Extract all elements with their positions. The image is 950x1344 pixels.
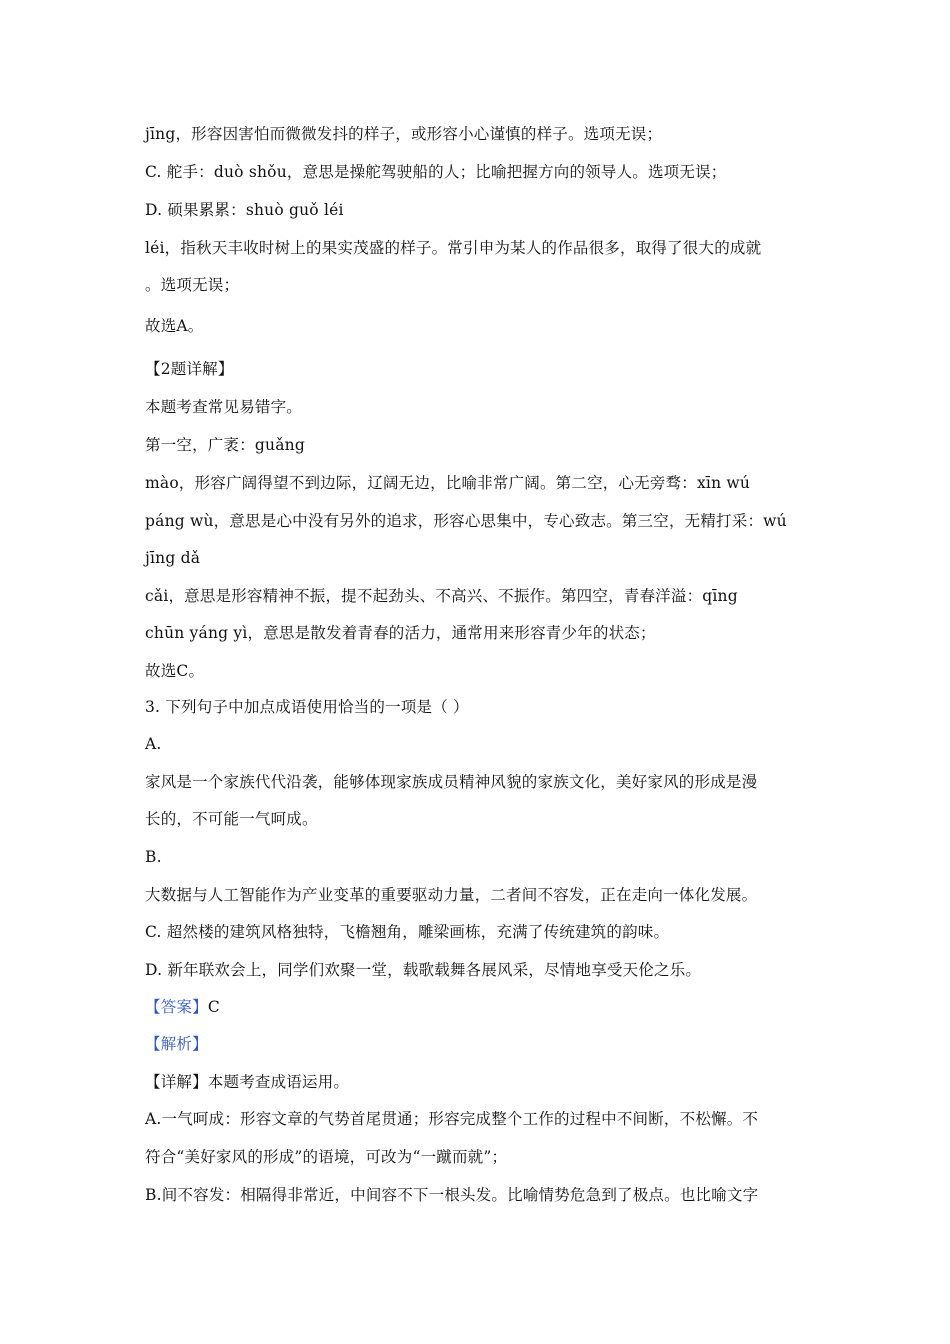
text-line: 本题考查常见易错字。 (145, 398, 303, 416)
answer-value: C (207, 998, 220, 1016)
option-text: 大数据与人工智能作为产业变革的重要驱动力量，二者间不容发，正在走向一体化发展。 (145, 886, 758, 904)
text-line: A.一气呵成：形容文章的气势首尾贯通；形容完成整个工作的过程中不间断，不松懈。不 (145, 1110, 759, 1128)
text-line: mào，形容广阔得望不到边际，辽阔无边，比喻非常广阔。第二空，心无旁骛：xīn wú (145, 474, 751, 492)
text-line: 【详解】本题考查成语运用。 (145, 1073, 350, 1091)
question-stem: 3. 下列句子中加点成语使用恰当的一项是（ ） (145, 698, 469, 716)
text-line: léi，指秋天丰收时树上的果实茂盛的样子。常引申为某人的作品很多，取得了很大的成就 (145, 239, 762, 257)
option-text: D. 新年联欢会上，同学们欢聚一堂，载歌载舞各展风采，尽情地享受天伦之乐。 (145, 961, 702, 979)
text-line: B.间不容发：相隔得非常近，中间容不下一根头发。比喻情势危急到了极点。也比喻文字 (145, 1186, 759, 1204)
text-line: 。选项无误； (145, 276, 240, 294)
text-line: jīng，形容因害怕而微微发抖的样子，或形容小心谨慎的样子。选项无误； (145, 125, 663, 143)
analysis-label: 【解析】 (145, 1035, 208, 1053)
text-line: 第一空，广袤：guǎng (145, 436, 305, 454)
text-line: cǎi，意思是形容精神不振，提不起劲头、不高兴、不振作。第四空，青春洋溢：qīng (145, 587, 738, 605)
text-line: C. 舵手：duò shǒu，意思是操舵驾驶船的人；比喻把握方向的领导人。选项无误； (145, 163, 727, 181)
option-text: 长的，不可能一气呵成。 (145, 810, 318, 828)
option-text: 家风是一个家族代代沿袭，能够体现家族成员精神风貌的家族文化，美好家风的形成是漫 (145, 773, 758, 791)
text-line: páng wù，意思是心中没有另外的追求，形容心思集中，专心致志。第三空，无精打采：wú (145, 512, 787, 530)
option-label: B. (145, 848, 162, 866)
text-line: jīng dǎ (145, 549, 201, 567)
section-heading: 【2题详解】 (145, 360, 234, 378)
option-label: A. (145, 735, 162, 753)
text-line: D. 硕果累累：shuò guǒ léi (145, 201, 344, 219)
text-line: 故选A。 (145, 317, 204, 335)
answer-line (145, 997, 810, 1017)
option-text: C. 超然楼的建筑风格独特，飞檐翘角，雕梁画栋，充满了传统建筑的韵味。 (145, 923, 670, 941)
answer-label: 【答案】 (145, 998, 208, 1016)
text-line: 符合“美好家风的形成”的语境，可改为“一蹴而就”； (145, 1148, 508, 1166)
text-line: 故选C。 (145, 662, 205, 680)
text-line: chūn yáng yì，意思是散发着青春的活力，通常用来形容青少年的状态； (145, 624, 656, 642)
